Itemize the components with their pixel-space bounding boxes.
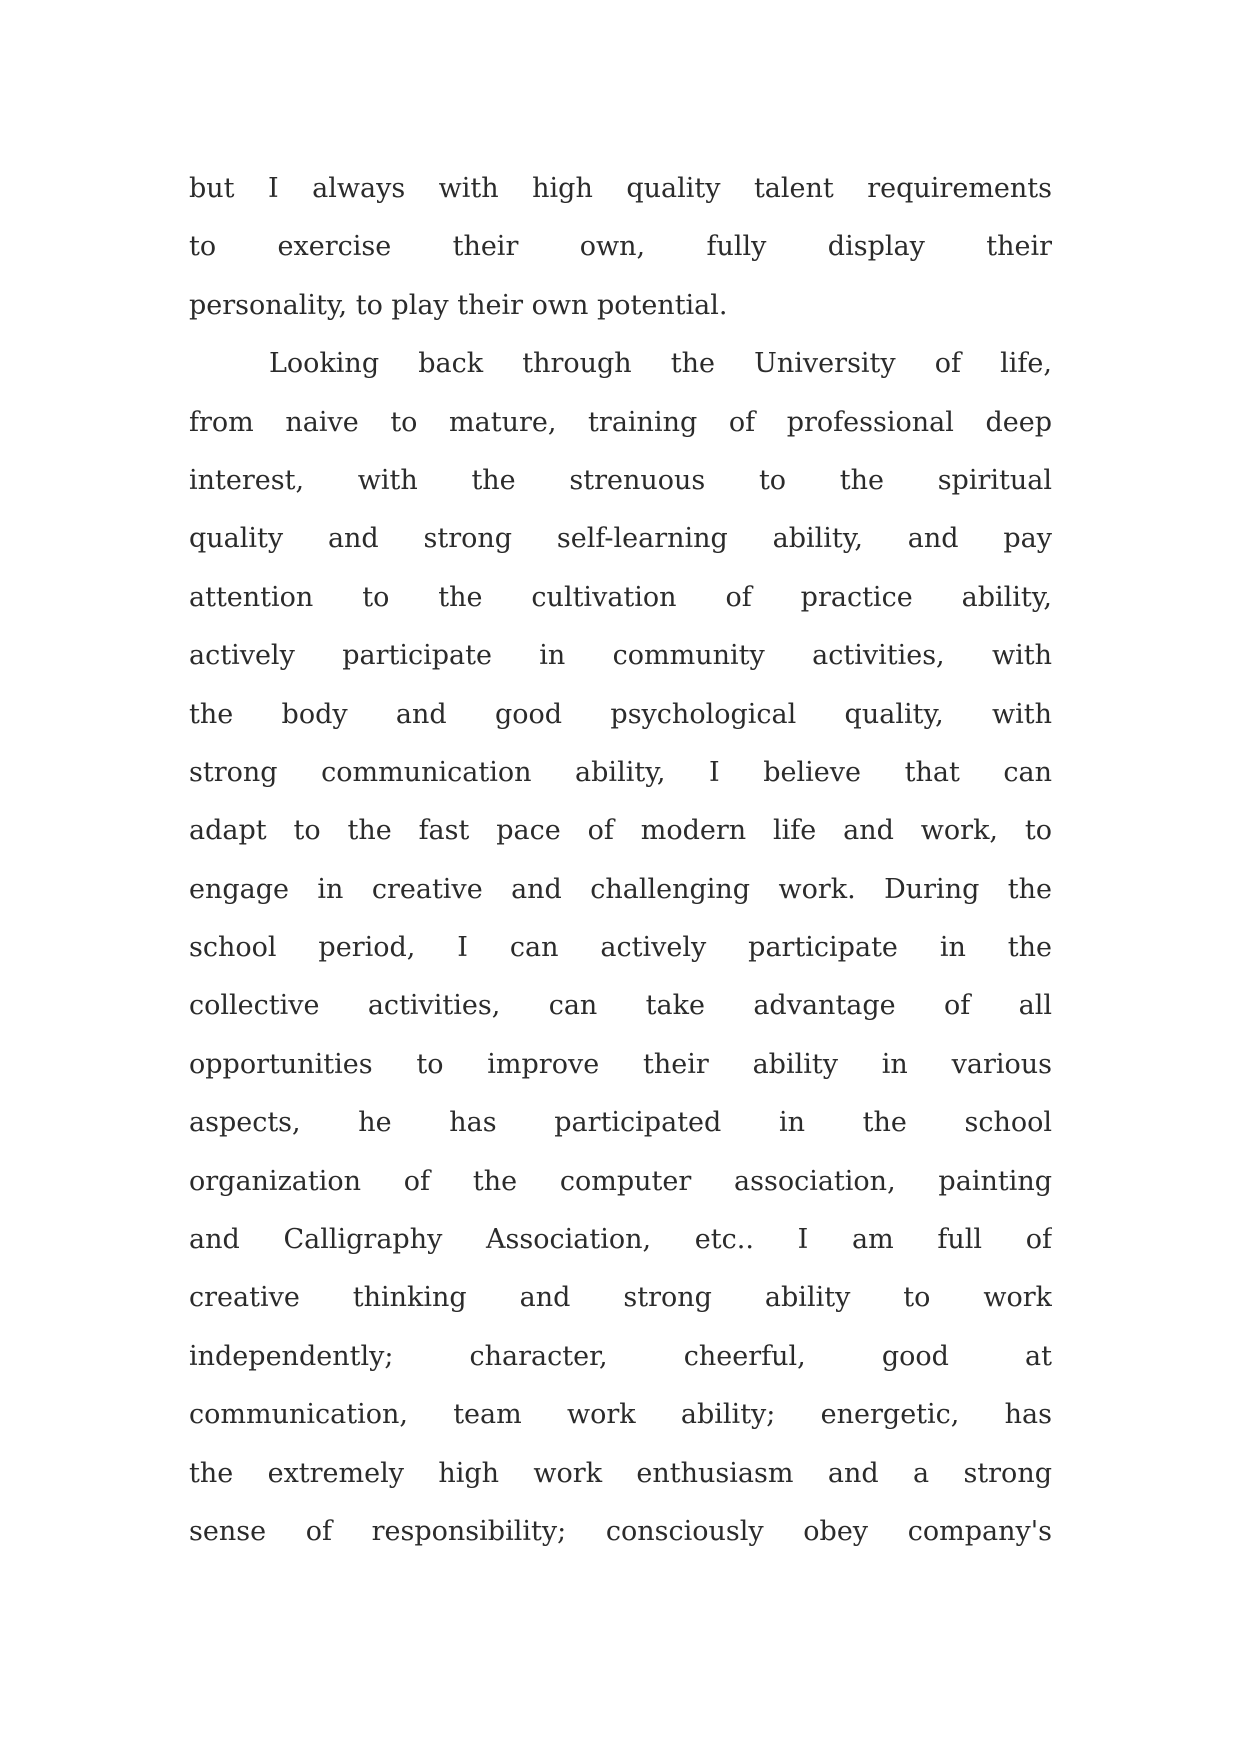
text-line: and Calligraphy Association, etc.. I am full of [189,1224,1052,1256]
text-line: to exercise their own, fully display their [189,231,1052,263]
text-line: the body and good psychological quality, with [189,698,1052,730]
text-line: opportunities to improve their ability in various [189,1048,1052,1080]
text-line: organization of the computer association, painting [189,1165,1052,1197]
text-line: strong communication ability, I believe that can [189,756,1052,788]
text-line: adapt to the fast pace of modern life and work, to [189,815,1052,847]
text-line: sense of responsibility; consciously obey company's [189,1515,1052,1547]
text-line: creative thinking and strong ability to work [189,1282,1052,1314]
text-line: interest, with the strenuous to the spiritual [189,464,1052,496]
text-line: communication, team work ability; energetic, has [189,1399,1052,1431]
text-line: from naive to mature, training of professional deep [189,406,1052,438]
text-line: personality, to play their own potential. [189,289,728,321]
text-line: engage in creative and challenging work. During the [189,873,1052,905]
text-line: actively participate in community activities, with [189,640,1052,672]
text-line: school period, I can actively participate in the [189,932,1052,964]
text-line: attention to the cultivation of practice ability, [189,581,1052,613]
body-text [189,160,1052,1561]
text-line: the extremely high work enthusiasm and a strong [189,1457,1052,1489]
text-line: but I always with high quality talent requirements [189,173,1052,204]
text-line: aspects, he has participated in the school [189,1107,1052,1139]
text-line: Looking back through the University of life, [269,348,1052,380]
text-line: collective activities, can take advantage of all [189,990,1052,1022]
text-line: independently; character, cheerful, good at [189,1340,1052,1372]
text-line: quality and strong self-learning ability, and pay [189,523,1052,555]
